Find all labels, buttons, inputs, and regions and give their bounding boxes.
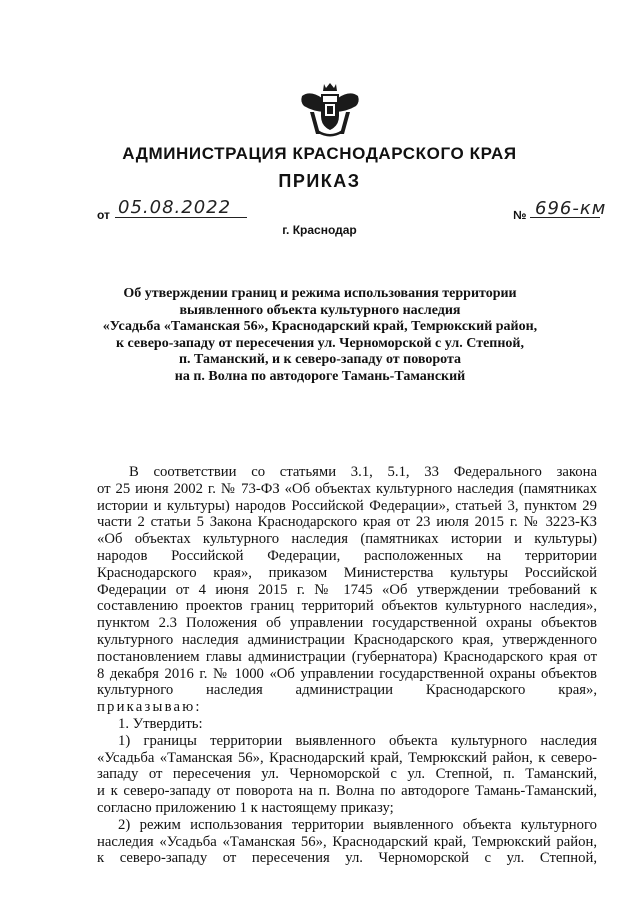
body-line: 1. Утвердить: bbox=[118, 715, 203, 732]
body-line: культурного наследия администрации Краснодарского края, утвержденного bbox=[97, 631, 597, 648]
body-line: Краснодарского края», приказом Министерства культуры Российской bbox=[97, 564, 597, 581]
krasnodar-coat-of-arms-icon bbox=[296, 82, 364, 138]
body-line: западу от пересечения ул. Черноморской с ул. Степной, п. Таманский, bbox=[97, 766, 597, 783]
body-line: 8 декабря 2016 г. № 1000 «Об управлении государственной охраны объектов bbox=[97, 665, 597, 682]
document-body bbox=[97, 464, 597, 867]
date-value: 05.08.2022 bbox=[118, 197, 232, 218]
date-underline bbox=[115, 217, 247, 218]
organization-title: АДМИНИСТРАЦИЯ КРАСНОДАРСКОГО КРАЯ bbox=[122, 144, 517, 163]
body-line: Федерации от 4 июня 2015 г. № 1745 «Об утверждении требований к bbox=[97, 581, 597, 598]
body-line: истории и культуры) народов Российской Федерации», статьей 3, пунктом 29 bbox=[97, 497, 597, 514]
title-line: п. Таманский, и к северо-западу от поворота bbox=[178, 352, 462, 368]
body-line: 2) режим использования территории выявленного объекта культурного bbox=[118, 816, 597, 833]
body-line: 1) границы территории выявленного объекта культурного наследия bbox=[118, 732, 597, 749]
document-title bbox=[90, 286, 550, 386]
body-line: культурного наследия администрации Краснодарского края», bbox=[97, 682, 597, 699]
body-line: постановлением главы администрации (губернатора) Краснодарского края от bbox=[97, 648, 597, 665]
body-line: от 25 июня 2002 г. № 73-ФЗ «Об объектах культурного наследия (памятниках bbox=[97, 480, 597, 497]
body-line: «Усадьба «Таманская 56», Краснодарский край, Темрюкский район, к северо- bbox=[97, 749, 597, 766]
number-value: 696-км bbox=[535, 198, 607, 219]
body-line: приказываю: bbox=[97, 699, 202, 716]
body-line: «Об объектах культурного наследия (памятниках истории и культуры) bbox=[97, 531, 597, 548]
body-line: и к северо-западу от поворота на п. Волна по автодороге Тамань-Таманский, bbox=[97, 783, 597, 800]
title-line: к северо-западу от пересечения ул. Черноморской с ул. Степной, bbox=[115, 335, 524, 351]
body-line: наследия «Усадьба «Таманская 56», Краснодарский край, Темрюкский район, bbox=[97, 833, 597, 850]
number-label: № bbox=[513, 208, 527, 222]
title-line: Об утверждении границ и режима использования территории bbox=[123, 286, 517, 301]
title-line: «Усадьба «Таманская 56», Краснодарский край, Темрюкский район, bbox=[102, 319, 538, 335]
body-line: к северо-западу от пересечения ул. Черноморской с ул. Степной, bbox=[97, 850, 597, 867]
body-line: части 2 статьи 5 Закона Краснодарского края от 23 июля 2015 г. № 3223-КЗ bbox=[97, 514, 597, 531]
city: г. Краснодар bbox=[282, 223, 357, 237]
body-line: пунктом 2.3 Положения об управлении государственной охраны объектов bbox=[97, 615, 597, 632]
body-line: В соответствии со статьями 3.1, 5.1, 33 Федерального закона bbox=[129, 464, 597, 480]
document-type: ПРИКАЗ bbox=[278, 171, 361, 191]
number-underline bbox=[530, 217, 600, 218]
body-line: народов Российской Федерации, расположенных на территории bbox=[97, 547, 597, 564]
title-line: выявленного объекта культурного наследия bbox=[179, 302, 461, 318]
body-line: согласно приложению 1 к настоящему приказу; bbox=[97, 799, 394, 816]
date-label: от bbox=[97, 208, 110, 222]
title-line: на п. Волна по автодороге Тамань-Таманский bbox=[174, 368, 466, 384]
body-line: составлению проектов границ территорий объектов культурного наследия», bbox=[97, 598, 597, 615]
